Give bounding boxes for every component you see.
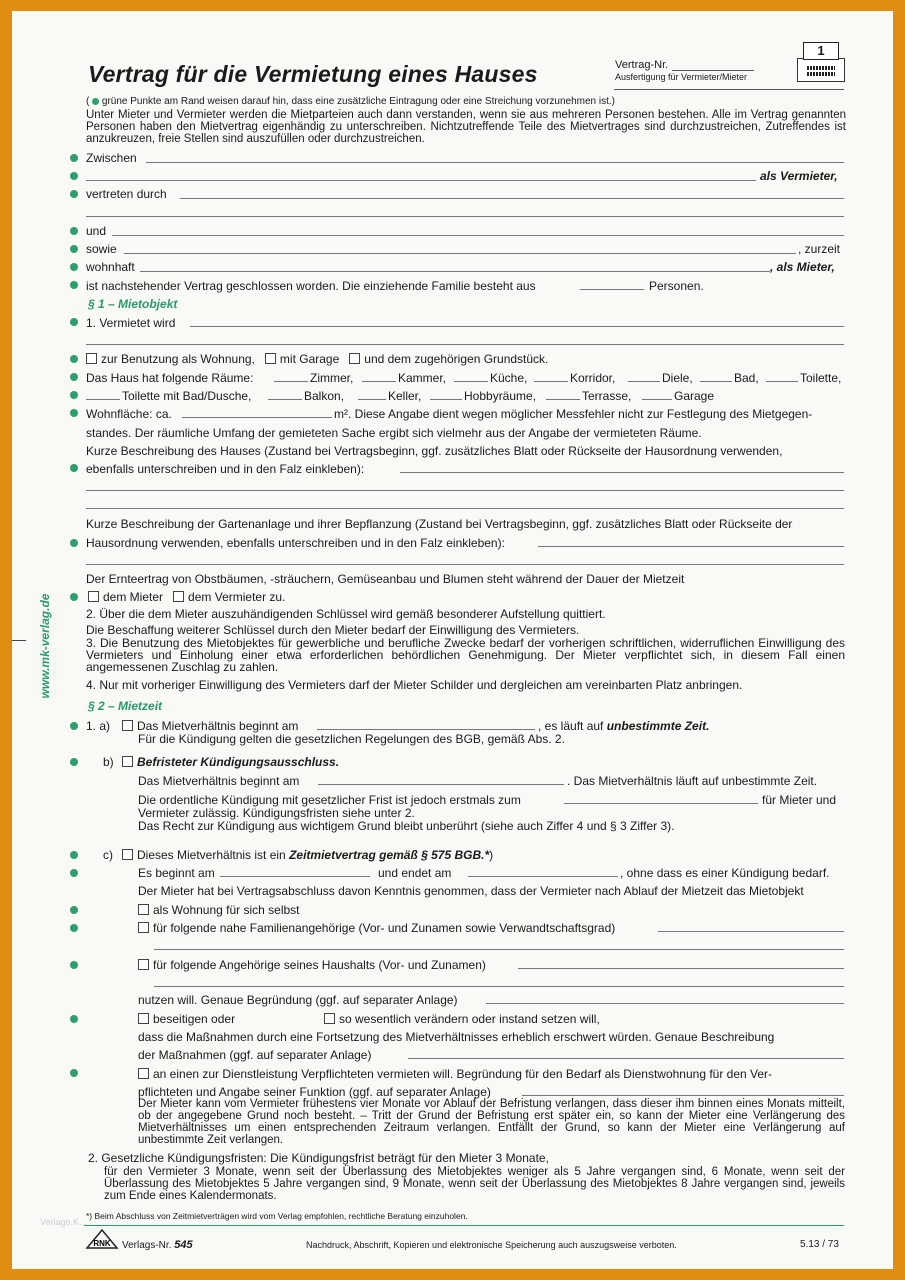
side-url-text: www.mk-verlag.de: [38, 593, 52, 699]
garden-desc-field-2[interactable]: [86, 564, 844, 565]
diele-count-field[interactable]: [628, 381, 660, 382]
form-body: [12, 11, 893, 1269]
harvest-options: dem Mieter dem Vermieter zu.: [88, 590, 285, 604]
measures-text: dass die Maßnahmen durch eine Fortsetzung des Mietverhältnisses erheblich erschwert würden. Genaue Beschreibung: [138, 1030, 775, 1044]
room-garage: Garage: [674, 389, 715, 403]
clause-b-line3: Vermieter zulässig. Kündigungsfristen siehe unter 2.: [138, 806, 415, 820]
option-self: als Wohnung für sich selbst: [138, 903, 300, 917]
option-self-checkbox[interactable]: [138, 904, 149, 915]
room-diele: Diele,: [662, 371, 693, 385]
persons-count-field[interactable]: [580, 289, 644, 290]
garden-desc-label: Kurze Beschreibung der Gartenanlage und ihrer Bepflanzung (Zustand bei Vertragsbeginn, ggf. zusätzliches Blatt oder Rückseite der: [86, 517, 793, 531]
notice-periods-text: für den Vermieter 3 Monate, wenn seit der Überlassung des Mietobjektes weniger als 5 Jahre vergangen sind, 6 Monate, wenn seit der Überlassung des Mietobjektes 5 Jahre vergangen sind, 9 Monate, wenn seit der Überlassung des Mietobjektes 8 Jahre vergangen sind, jeweils zum Ende eines Kalendermonats.: [104, 1166, 845, 1202]
section-2-heading: § 2 – Mietzeit: [88, 699, 163, 713]
green-dot-icon: [70, 190, 78, 198]
footnote: *) Beim Abschluss von Zeitmietverträgen wird vom Verlag empfohlen, rechtliche Beratung einzuholen.: [86, 1211, 468, 1221]
clause-b-first-termination-field[interactable]: [564, 803, 758, 804]
watermark: Verlage.K...: [40, 1217, 87, 1227]
wohnflaeche-label: Wohnfläche: ca.: [86, 407, 172, 421]
kueche-count-field[interactable]: [454, 381, 488, 382]
commercial-use-text: 3. Die Benutzung des Mietobjektes für gewerbliche und berufliche Zwecke bedarf der vorherigen schriftlichen, widerruflichen Einwilligung des Vermieters und Einholung einer etwa erforderlichen behördlichen Genehmigung. Der Mieter verpflichtet sich, in diesem Fall einen angemessenen Zuschlag zu zahlen.: [86, 636, 845, 674]
green-dot-icon: [70, 172, 78, 180]
clause-c-line2: Der Mieter hat bei Vertragsabschluss davon Kenntnis genommen, dass der Vermieter nach Ablauf der Mietzeit das Mietobjekt: [138, 884, 804, 898]
tenant-address-field[interactable]: [140, 271, 770, 272]
house-desc-field[interactable]: [400, 472, 844, 473]
clause-b-line4: Das Recht zur Kündigung aus wichtigem Grund bleibt unberührt (siehe auch Ziffer 4 und § 3 Ziffer 3).: [138, 819, 675, 833]
grundstueck-checkbox[interactable]: [349, 353, 360, 364]
wohnflaeche-text: m². Diese Angabe dient wegen möglicher Messfehler nicht zur Festlegung des Mietgegen-: [334, 407, 813, 421]
option-modify-checkbox[interactable]: [324, 1013, 335, 1024]
garage-checkbox[interactable]: [265, 353, 276, 364]
green-dot-icon: [70, 464, 78, 472]
clause-b-checkbox[interactable]: [122, 756, 133, 767]
green-dot-icon: [70, 851, 78, 859]
publisher-number: Verlags-Nr. 545: [122, 1239, 193, 1251]
sowie-label: sowie: [86, 242, 117, 256]
section-1-heading: § 1 – Mietobjekt: [88, 297, 178, 311]
intro-paragraph: Unter Mieter und Vermieter werden die Mietparteien auch dann verstanden, wenn sie aus mehreren Personen bestehen. Alle im Vertrag genannten Personen haben den Mietvertrag eigenhändig zu unterschreiben. Nichtzutreffende Teile des Mietvertrages sind durchzustreichen, Zutreffendes ist anzukreuzen, freie Stellen sind auszufüllen oder durchzustreichen.: [86, 109, 846, 145]
option-remove-checkbox[interactable]: [138, 1013, 149, 1024]
green-dot-icon: [70, 593, 78, 601]
green-dot-icon: [70, 263, 78, 271]
family-members-field-2[interactable]: [154, 949, 844, 950]
house-desc-label-2: ebenfalls unterschreiben und in den Falz einkleben):: [86, 462, 365, 476]
clause-a-label: 1. a): [86, 719, 111, 733]
clause-c-end-label: und endet am: [378, 866, 452, 880]
usage-row: zur Benutzung als Wohnung, mit Garage und dem zugehörigen Grundstück.: [86, 352, 548, 366]
service-label: pflichteten und Angabe seiner Funktion (ggf. auf separater Anlage): [138, 1085, 491, 1099]
wohnflaeche-text-2: standes. Der räumliche Umfang der gemieteten Sache ergibt sich vielmehr aus der Angabe der vermieteten Räume.: [86, 426, 702, 440]
zwischen-label: Zwischen: [86, 151, 137, 165]
green-dot-icon: [70, 1069, 78, 1077]
clause-a-line2: Für die Kündigung gelten die gesetzlichen Regelungen des BGB, gemäß Abs. 2.: [138, 732, 565, 746]
green-dot-icon: [70, 373, 78, 381]
representative-field-2[interactable]: [86, 216, 844, 217]
room-bad: Bad,: [734, 371, 759, 385]
zurzeit-label: , zurzeit: [798, 242, 841, 256]
edition-info: 5.13 / 73: [800, 1239, 839, 1250]
page-title: Vertrag für die Vermietung eines Hauses: [88, 61, 538, 87]
room-hobby: Hobbyräume,: [464, 389, 537, 403]
wohnung-checkbox[interactable]: [86, 353, 97, 364]
room-kammer: Kammer,: [398, 371, 447, 385]
clause-c-checkbox[interactable]: [122, 849, 133, 860]
house-desc-field-3[interactable]: [86, 508, 844, 509]
rooms-label: Das Haus hat folgende Räume:: [86, 371, 254, 385]
room-kueche: Küche,: [490, 371, 528, 385]
keys-text: 2. Über die dem Mieter auszuhändigenden Schlüssel wird gemäß besonderer Aufstellung quittiert.: [86, 607, 606, 621]
page-number: 1: [803, 42, 839, 60]
green-dot-icon: [70, 961, 78, 969]
room-zimmer: Zimmer,: [310, 371, 354, 385]
personen-label: Personen.: [649, 279, 704, 293]
option-service: an einen zur Dienstleistung Verpflichteten vermieten will. Begründung für den Bedarf als Dienstwohnung für den Ver-: [138, 1067, 772, 1081]
green-dot-icon: [70, 539, 78, 547]
family-members-field[interactable]: [658, 931, 844, 932]
toilette-count-field[interactable]: [766, 381, 798, 382]
tenant-name-field[interactable]: [112, 235, 844, 236]
extension-text: Der Mieter kann vom Vermieter frühestens vier Monate vor Ablauf der Befristung verlangen, dass dieser ihm binnen eines Monats mitteilt, ob der angegebene Grund noch besteht. – Tritt der Grund der Befristung erst später ein, so kann der Mieter eine Verlängerung des Mietverhältnisses um einen entsprechenden Zeitraum verlangen. Entfällt der Grund, so kann der Mieter eine Verlängerung auf unbestimmte Zeit verlangen.: [138, 1098, 845, 1146]
room-balkon: Balkon,: [304, 389, 345, 403]
footer-rule: [84, 1225, 844, 1226]
landlord-address-field[interactable]: [86, 180, 756, 181]
clause-b-line2: Die ordentliche Kündigung mit gesetzlicher Frist ist jedoch erstmals zum: [138, 793, 521, 807]
clause-c-end-field[interactable]: [468, 876, 618, 877]
vertreten-label: vertreten durch: [86, 187, 167, 201]
measures-field[interactable]: [408, 1058, 844, 1059]
green-dot-icon: [70, 391, 78, 399]
green-dot-icon: [70, 281, 78, 289]
clause-b-start-field[interactable]: [318, 784, 564, 785]
publisher-logo: [85, 1226, 119, 1250]
green-dot-icon: [70, 869, 78, 877]
household-members-field[interactable]: [518, 968, 844, 969]
keller-count-field[interactable]: [358, 399, 386, 400]
option-service-checkbox[interactable]: [138, 1068, 149, 1079]
balkon-count-field[interactable]: [268, 399, 302, 400]
wohnhaft-label: wohnhaft: [86, 260, 135, 274]
clause-a-checkbox[interactable]: [122, 720, 133, 731]
contract-page: [12, 11, 893, 1269]
und-label: und: [86, 224, 107, 238]
kammer-count-field[interactable]: [362, 381, 396, 382]
green-dot-icon: [70, 245, 78, 253]
clause-b-title: Befristeter Kündigungsausschluss.: [122, 755, 339, 769]
clause-b-line2-rest: für Mieter und: [762, 793, 837, 807]
service-field[interactable]: [522, 1095, 844, 1096]
green-dot-icon: [70, 409, 78, 417]
garden-desc-field[interactable]: [538, 546, 844, 547]
bad-count-field[interactable]: [700, 381, 732, 382]
room-keller: Keller,: [388, 389, 422, 403]
clause-b-line1-rest: . Das Mietverhältnis läuft auf unbestimmte Zeit.: [567, 774, 818, 788]
room-korridor: Korridor,: [570, 371, 616, 385]
green-dot-icon: [70, 355, 78, 363]
clause-c-begin-field[interactable]: [220, 876, 370, 877]
harvest-tenant-checkbox[interactable]: [88, 591, 99, 602]
toilette-bad-count-field[interactable]: [86, 399, 120, 400]
clause-b-line1: Das Mietverhältnis beginnt am: [138, 774, 300, 788]
terrasse-count-field[interactable]: [546, 399, 580, 400]
harvest-landlord-checkbox[interactable]: [173, 591, 184, 602]
room-toilette: Toilette,: [800, 371, 842, 385]
copyright-notice: Nachdruck, Abschrift, Kopieren und elektronische Speicherung auch auszugsweise verboten.: [306, 1240, 677, 1250]
korridor-count-field[interactable]: [534, 381, 568, 382]
green-dot-icon: [70, 722, 78, 730]
intro-note: ( grüne Punkte am Rand weisen darauf hin, dass eine zusätzliche Eintragung oder eine Streichung vorzunehmen ist.): [86, 96, 615, 107]
object-address-field-2[interactable]: [86, 344, 844, 345]
copy-note: Ausfertigung für Vermieter/Mieter: [615, 72, 748, 82]
family-label: ist nachstehender Vertrag geschlossen worden. Die einziehende Familie besteht aus: [86, 279, 536, 293]
reason-label: nutzen will. Genaue Begründung (ggf. auf separater Anlage): [138, 993, 458, 1007]
clause-a-rest: , es läuft auf unbestimmte Zeit.: [538, 719, 710, 733]
object-address-field[interactable]: [190, 326, 844, 327]
clause-b-label: b): [103, 755, 114, 769]
household-members-field-2[interactable]: [154, 986, 844, 987]
option-household: für folgende Angehörige seines Haushalts (Vor- und Zunamen): [138, 958, 486, 972]
green-dot-icon: [70, 1015, 78, 1023]
option-modify: so wesentlich verändern oder instand setzen will,: [324, 1012, 600, 1026]
contract-number-label: Vertrag-Nr.: [615, 59, 669, 71]
green-dot-icon: [70, 758, 78, 766]
harvest-label: Der Ernteertrag von Obstbäumen, -sträuchern, Gemüseanbau und Blumen steht während der Dauer der Mietzeit: [86, 572, 685, 586]
room-terrasse: Terrasse,: [582, 389, 632, 403]
keys-text-2: Die Beschaffung weiterer Schlüssel durch den Mieter bedarf der Einwilligung des Vermieters.: [86, 623, 580, 637]
house-desc-label: Kurze Beschreibung des Hauses (Zustand bei Vertragsbeginn, ggf. zusätzliches Blatt oder Rückseite der Hausordnung verwenden,: [86, 444, 783, 458]
clause-a-start-field[interactable]: [317, 729, 535, 730]
room-toilette-bad: Toilette mit Bad/Dusche,: [122, 389, 252, 403]
wohnflaeche-field[interactable]: [182, 417, 332, 418]
vermietet-label: 1. Vermietet wird: [86, 316, 176, 330]
reason-field[interactable]: [486, 1003, 844, 1004]
zimmer-count-field[interactable]: [274, 381, 308, 382]
house-desc-field-2[interactable]: [86, 490, 844, 491]
green-dot-icon: [70, 227, 78, 235]
als-mieter-label: , als Mieter,: [770, 260, 835, 274]
representative-field[interactable]: [180, 198, 844, 199]
landlord-name-field[interactable]: [146, 162, 844, 163]
tenant2-name-field[interactable]: [124, 253, 796, 254]
green-dot-icon: [70, 154, 78, 162]
clause-c-label: c): [103, 848, 113, 862]
garage-count-field[interactable]: [642, 399, 672, 400]
notice-periods: 2. Gesetzliche Kündigungsfristen: Die Kündigungsfrist beträgt für den Mieter 3 Monate,: [88, 1151, 549, 1165]
measures-label: der Maßnahmen (ggf. auf separater Anlage): [138, 1048, 372, 1062]
option-family: für folgende nahe Familienangehörige (Vor- und Zunamen sowie Verwandtschaftsgrad): [138, 921, 615, 935]
clause-c-text: Dieses Mietverhältnis ist ein Zeitmietvertrag gemäß § 575 BGB.*): [122, 848, 493, 862]
option-family-checkbox[interactable]: [138, 922, 149, 933]
green-dot-icon: [70, 906, 78, 914]
signs-text: 4. Nur mit vorheriger Einwilligung des Vermieters darf der Mieter Schilder und dergleichen am vereinbarten Platz anbringen.: [86, 678, 743, 692]
als-vermieter-label: als Vermieter,: [760, 169, 838, 183]
svg-text:RNK: RNK: [93, 1239, 111, 1248]
clause-c-line1-rest: , ohne dass es einer Kündigung bedarf.: [620, 866, 830, 880]
option-household-checkbox[interactable]: [138, 959, 149, 970]
green-dot-icon: [70, 318, 78, 326]
hobby-count-field[interactable]: [430, 399, 462, 400]
green-dot-icon: [92, 98, 99, 105]
green-dot-icon: [70, 924, 78, 932]
clause-a-text: Das Mietverhältnis beginnt am: [122, 719, 298, 733]
option-remove: beseitigen oder: [138, 1012, 235, 1026]
clause-c-begin-label: Es beginnt am: [138, 866, 215, 880]
garden-desc-label-2: Hausordnung verwenden, ebenfalls unterschreiben und in den Falz einkleben):: [86, 536, 505, 550]
